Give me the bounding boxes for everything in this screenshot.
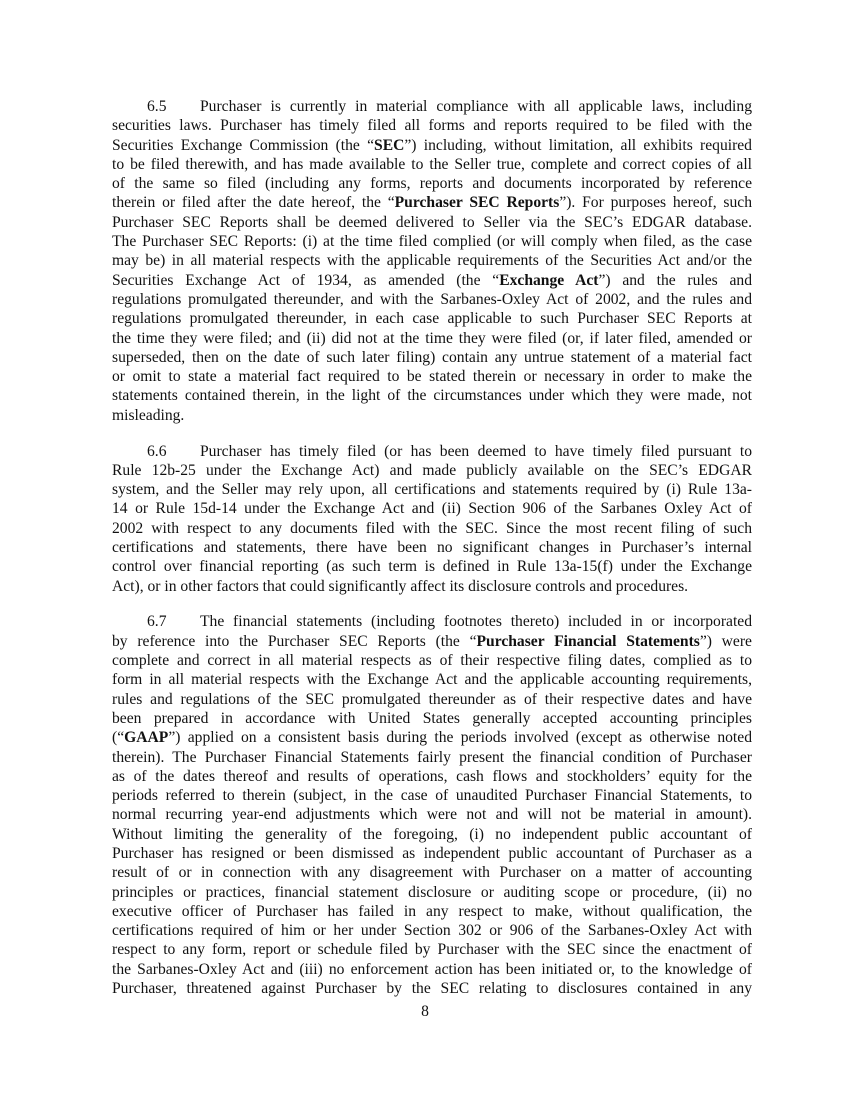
text-run: securities laws. Purchaser has timely filed all forms and reports required to be filed with the [112, 117, 752, 135]
text-run: therein). The Purchaser Financial Statements fairly present the financial condition of Purchaser [112, 748, 752, 766]
text-run: as of the dates thereof and results of operations, cash flows and stockholders’ equity for the [112, 767, 752, 785]
text-line [112, 367, 752, 386]
section-number: 6.6 [147, 442, 167, 460]
text-run: result of or in connection with any disagreement with Purchaser on a matter of accounting [112, 864, 752, 882]
text-line [112, 690, 752, 709]
section-number: 6.7 [147, 613, 167, 631]
text-run: misleading. [112, 406, 185, 424]
text-line [112, 271, 752, 290]
text-run: ”) were [699, 632, 752, 650]
text-run: by reference into the Purchaser SEC Reports (the “ [112, 632, 477, 650]
text-line [112, 480, 752, 499]
text-line [112, 960, 752, 979]
text-line [112, 728, 752, 747]
text-run: ”). For purposes hereof, such [559, 194, 752, 212]
text-line [112, 406, 752, 425]
text-run: Purchaser has timely filed (or has been deemed to have timely filed pursuant to [200, 442, 752, 460]
text-run: system, and the Seller may rely upon, all certifications and statements required by (i) Rule 13a- [112, 481, 752, 499]
text-line [112, 329, 752, 348]
text-run: Securities Exchange Commission (the “ [112, 136, 375, 154]
text-line [112, 213, 752, 232]
text-line [112, 538, 752, 557]
text-line [112, 767, 752, 786]
text-line [112, 499, 752, 518]
text-line [112, 557, 752, 576]
text-line [112, 251, 752, 270]
text-line [112, 97, 752, 116]
text-run: regulations promulgated thereunder, and with the Sarbanes-Oxley Act of 2002, and the rules and [112, 290, 752, 308]
text-run: been prepared in accordance with United States generally accepted accounting principles [112, 709, 752, 727]
text-run: The Purchaser SEC Reports: (i) at the time filed complied (or will comply when filed, as the case [112, 233, 752, 251]
text-run: periods referred to therein (subject, in the case of unaudited Purchaser Financial Statements, to [112, 787, 752, 805]
text-line [112, 825, 752, 844]
text-run: (“ [112, 729, 125, 747]
text-run: may be) in all material respects with the applicable requirements of the Securities Act and/or the [112, 252, 752, 270]
text-run: regulations promulgated thereunder, in each case applicable to such Purchaser SEC Reports at [112, 310, 752, 328]
text-line [112, 786, 752, 805]
text-line [112, 577, 752, 596]
text-line [112, 155, 752, 174]
defined-term: Purchaser Financial Statements [476, 632, 700, 650]
text-run: respect to any form, report or schedule filed by Purchaser with the SEC since the enactment of [112, 941, 752, 959]
page-number: 8 [421, 1003, 429, 1020]
text-run: the time they were filed; and (ii) did not at the time they were filed (or, if later filed, amended or [112, 329, 752, 347]
text-line [112, 863, 752, 882]
text-run: complete and correct in all material respects as of their respective filing dates, complied as to [112, 652, 752, 670]
text-run: certifications required of him or her under Section 302 or 906 of the Sarbanes-Oxley Act with [112, 922, 752, 940]
text-run: Securities Exchange Act of 1934, as amended (the “ [112, 271, 500, 289]
text-line [112, 290, 752, 309]
text-line [112, 116, 752, 135]
text-run: rules and regulations of the SEC promulgated thereunder as of their respective dates and have [112, 690, 752, 708]
text-line [112, 670, 752, 689]
text-run: or omit to state a material fact required to be stated therein or necessary in order to make the [112, 368, 752, 386]
defined-term: Purchaser SEC Reports [394, 194, 560, 212]
defined-term: Exchange Act [499, 271, 599, 289]
text-run: superseded, then on the date of such later filing) contain any untrue statement of a material fact [112, 348, 752, 366]
text-run: statements contained therein, in the light of the circumstances under which they were made, not [112, 387, 752, 405]
section-paragraph [112, 97, 752, 425]
text-line [112, 883, 752, 902]
text-run: Rule 12b-25 under the Exchange Act) and made publicly available on the SEC’s EDGAR [112, 461, 752, 479]
text-line [112, 193, 752, 212]
text-line [112, 844, 752, 863]
text-line [112, 442, 752, 461]
text-run: control over financial reporting (as such term is defined in Rule 13a-15(f) under the Exchange [112, 558, 752, 576]
text-run: executive officer of Purchaser has failed in any respect to make, without qualification, the [112, 902, 752, 920]
text-line [112, 309, 752, 328]
document-page [112, 97, 752, 1015]
text-run: therein or filed after the date hereof, the “ [112, 194, 395, 212]
text-run: certifications and statements, there have been no significant changes in Purchaser’s internal [112, 539, 752, 557]
text-run: 14 or Rule 15d-14 under the Exchange Act and (ii) Section 906 of the Sarbanes Oxley Act of [112, 500, 752, 518]
text-line [112, 612, 752, 631]
text-line [112, 348, 752, 367]
text-run: ”) applied on a consistent basis during the periods involved (except as otherwise noted [168, 729, 752, 747]
text-line [112, 461, 752, 480]
text-run: 2002 with respect to any documents filed with the SEC. Since the most recent filing of such [112, 519, 752, 537]
text-run: Purchaser has resigned or been dismissed as independent public accountant of Purchaser as a [112, 844, 752, 862]
text-run: The financial statements (including footnotes thereto) included in or incorporated [200, 613, 752, 631]
text-run: of the same so filed (including any forms, reports and documents incorporated by reference [112, 175, 752, 193]
text-run: ”) including, without limitation, all exhibits required [404, 136, 752, 154]
section-paragraph [112, 442, 752, 596]
text-run: the Sarbanes-Oxley Act and (iii) no enforcement action has been initiated or, to the knowledge of [112, 960, 752, 978]
defined-term: GAAP [124, 729, 169, 747]
text-line [112, 136, 752, 155]
text-run: principles or practices, financial statement disclosure or auditing scope or procedure, (ii) no [112, 883, 752, 901]
text-run: normal recurring year-end adjustments which were not and will not be material in amount). [112, 806, 752, 824]
text-line [112, 940, 752, 959]
text-line [112, 748, 752, 767]
text-run: to be filed therewith, and has made available to the Seller true, complete and correct copies of all [112, 155, 752, 173]
section-number: 6.5 [147, 98, 167, 115]
text-line [112, 632, 752, 651]
text-run: Purchaser SEC Reports shall be deemed delivered to Seller via the SEC’s EDGAR database. [112, 213, 752, 231]
section-paragraph [112, 612, 752, 998]
text-line [112, 174, 752, 193]
text-run: form in all material respects with the Exchange Act and the applicable accounting requirements, [112, 671, 752, 689]
text-run: ”) and the rules and [598, 271, 753, 289]
text-line [112, 805, 752, 824]
text-run: Without limiting the generality of the foregoing, (i) no independent public accountant of [112, 825, 752, 843]
text-line [112, 902, 752, 921]
text-line [112, 519, 752, 538]
text-line [112, 386, 752, 405]
text-line [112, 651, 752, 670]
text-run: Act), or in other factors that could significantly affect its disclosure controls and procedures. [112, 577, 689, 595]
text-line [112, 232, 752, 251]
text-run: Purchaser is currently in material compliance with all applicable laws, including [200, 98, 752, 115]
text-line [112, 921, 752, 940]
text-run: Purchaser, threatened against Purchaser by the SEC relating to disclosures contained in any [112, 980, 752, 998]
defined-term: SEC [374, 136, 405, 154]
text-line [112, 979, 752, 998]
text-line [112, 709, 752, 728]
